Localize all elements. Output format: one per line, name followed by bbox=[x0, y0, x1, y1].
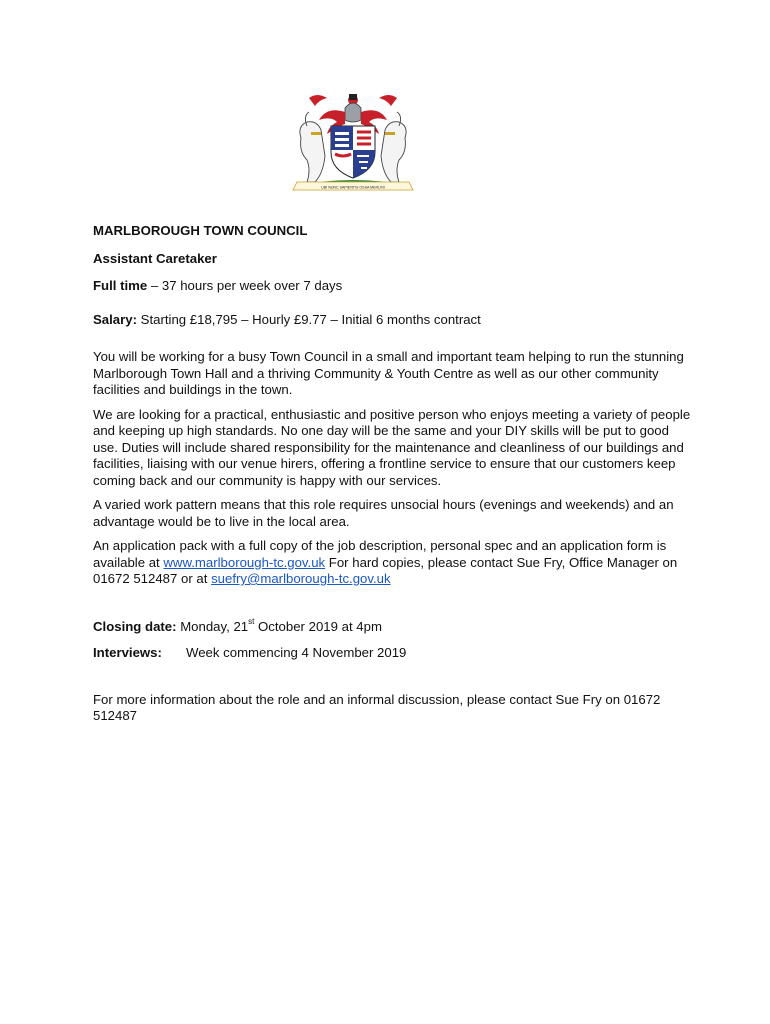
salary-label: Salary: bbox=[93, 311, 137, 327]
email-link[interactable]: suefry@marlborough-tc.gov.uk bbox=[211, 571, 391, 586]
closing-date-suffix: st bbox=[248, 617, 255, 627]
website-link[interactable]: www.marlborough-tc.gov.uk bbox=[163, 554, 326, 570]
application-text: An application pack with a full copy of the job description, personal spec and an application form is available at bbox=[93, 538, 667, 570]
intro-paragraph: You will be working for a busy Town Council in a small and important team helping to run the stunning Marlborough Town Hall and a thriving Community & Youth Centre as well as our other community facilities and buildings in the town. bbox=[93, 349, 684, 397]
full-time-value: – 37 hours per week over 7 days bbox=[147, 278, 343, 293]
salary-value: Starting £18,795 – Hourly £9.77 – Initial 6 months contract bbox=[137, 311, 481, 327]
closing-date-label: Closing date: bbox=[93, 618, 177, 634]
job-title: Assistant Caretaker bbox=[93, 250, 217, 266]
council-crest-logo bbox=[287, 86, 419, 198]
full-time-label: Full time bbox=[93, 278, 148, 293]
closing-date-day: Monday, 21 bbox=[176, 618, 249, 634]
work-pattern-paragraph: A varied work pattern means that this role requires unsocial hours (evenings and weekends) and an advantage would be to live in the local area. bbox=[93, 497, 674, 529]
closing-date-rest: October 2019 at 4pm bbox=[254, 618, 382, 634]
interviews-line bbox=[93, 645, 693, 662]
closing-date-line bbox=[93, 619, 693, 636]
interviews-value: Week commencing 4 November 2019 bbox=[186, 645, 407, 660]
duties-paragraph: We are looking for a practical, enthusiastic and positive person who enjoys meeting a variety of people and keeping up high standards. No one day will be the same and your DIY skills will be put to good use. Duties will include shared responsibility for the maintenance and cleanliness of our buildings and facilities, liaising with our venue hirers, offering a frontline service to ensure that our customers keep coming back and our community is happy with our services. bbox=[93, 406, 691, 488]
organisation-name: MARLBOROUGH TOWN COUNCIL bbox=[93, 223, 308, 238]
more-info-paragraph: For more information about the role and an informal discussion, please contact Sue Fry on 01672 512487 bbox=[93, 691, 661, 723]
salary-line bbox=[93, 312, 693, 329]
interviews-label: Interviews: bbox=[93, 645, 162, 660]
svg-text:UBI NUNC SAPIENTIS OSSA MERLIN: UBI NUNC SAPIENTIS OSSA MERLINI bbox=[321, 185, 385, 190]
hard-copies-text: For hard copies, please contact Sue Fry, Office Manager on 01672 512487 or at bbox=[93, 554, 678, 586]
job-advert bbox=[93, 223, 693, 725]
application-paragraph bbox=[93, 538, 693, 588]
full-time-line bbox=[93, 278, 693, 295]
